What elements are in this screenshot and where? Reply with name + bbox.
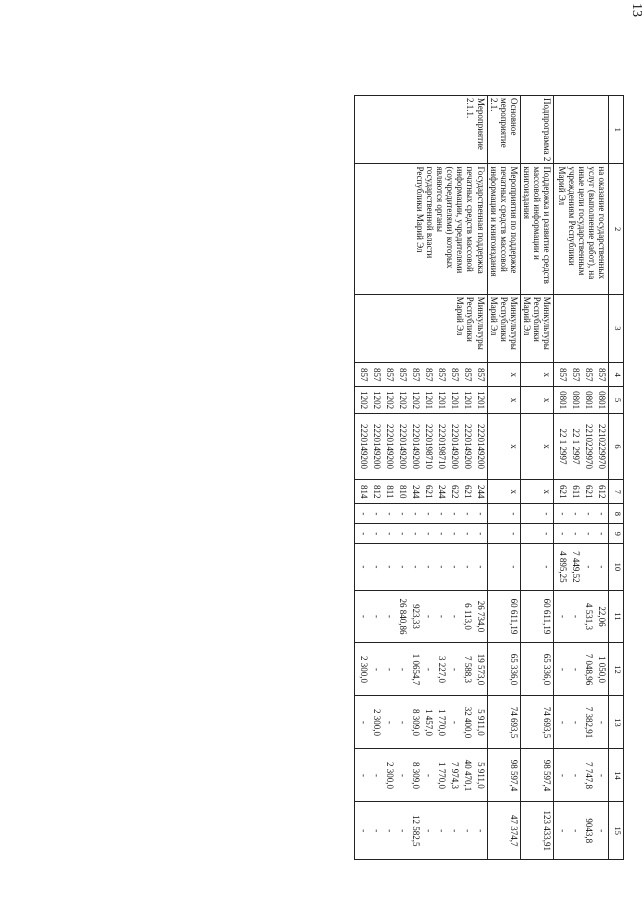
row-c1-cell: Мероприятие 2.1.1. [354,96,487,164]
value-line: 22,06 [597,606,607,627]
value-line: - [423,532,434,536]
value-line: - [597,720,607,724]
value-line: - [384,829,395,833]
value-line: - [397,829,408,833]
value-cell [487,504,520,524]
value-line: - [423,667,434,671]
value-line: - [436,565,447,569]
value-line: - [371,667,382,671]
row-c2-cell: Поддержка и развитие средств массовой информации и книгоиздания [520,164,553,294]
page-number: 13 [629,3,644,17]
value-line: 8 309,0 [410,761,421,789]
value-line: х [508,489,519,495]
value-line: 22 1 2997 [558,428,568,465]
value-line: 244 [410,485,421,499]
value-cell [554,749,609,802]
value-cell [354,696,487,749]
value-cell [520,749,553,802]
value-line: 2210229970 [584,424,594,470]
value-line: 621 [423,485,434,499]
value-line: 1 457,0 [423,708,434,736]
value-line: 22 1 2997 [571,428,581,465]
value-line: 857 [423,368,434,382]
value-line: - [436,614,447,618]
value-line: - [358,565,369,569]
value-line: 621 [558,485,568,499]
value-line: 857 [410,368,421,382]
value-line: 1201 [423,391,434,410]
value-line: 47 374,7 [508,814,519,847]
value-line: 1202 [410,391,421,410]
column-header: 4 [609,363,624,387]
value-line: 857 [462,368,473,382]
value-line: 857 [371,368,382,382]
value-line: - [410,565,421,569]
value-cell [354,802,487,860]
value-line: - [384,532,395,536]
column-header: 8 [609,504,624,524]
value-line: - [371,614,382,618]
value-line: - [384,667,395,671]
value-line: - [449,667,460,671]
value-line: 7 588,3 [462,655,473,683]
value-line: - [358,720,369,724]
value-line: 1 770,0 [436,761,447,789]
value-line: - [436,532,447,536]
value-line: 19 573,0 [475,653,486,686]
value-line: 0801 [584,391,594,410]
value-line: - [397,667,408,671]
value-line: - [449,614,460,618]
value-cell [354,480,487,504]
value-line: 6 113,0 [462,603,473,630]
row-c3-cell: Минкультуры Республики Марий Эл [520,294,553,362]
value-line: - [475,565,486,569]
value-line: 40 470,1 [462,759,473,792]
value-line: - [558,773,568,777]
value-line: - [584,565,594,569]
value-line: 2220149200 [410,424,421,470]
column-header: 2 [609,164,624,294]
value-line: 857 [597,368,607,382]
value-line: 2220149200 [371,424,382,470]
value-cell [520,524,553,544]
value-line: 244 [436,485,447,499]
value-line: - [436,829,447,833]
value-line: - [397,532,408,536]
value-cell [554,590,609,643]
value-line: - [410,532,421,536]
value-line: - [358,512,369,516]
column-header: 3 [609,294,624,362]
value-cell [520,363,553,387]
value-line: - [571,720,581,724]
value-line: 621 [584,485,594,499]
value-line: - [371,565,382,569]
value-line: - [462,512,473,516]
value-line: - [462,532,473,536]
value-line: - [558,614,568,618]
value-line: 2220149200 [384,424,395,470]
value-cell [520,413,553,479]
value-line: - [423,829,434,833]
value-cell [520,643,553,696]
table-row [520,96,553,860]
value-cell [554,524,609,544]
value-line: 9043,8 [584,818,594,844]
value-line: - [449,565,460,569]
value-line: - [423,565,434,569]
value-line: 814 [358,485,369,499]
value-line: 26 840,86 [397,598,408,635]
value-line: х [542,397,552,403]
value-line: 2220149200 [449,424,460,470]
value-cell [554,696,609,749]
value-line: - [475,829,486,833]
value-line: - [597,565,607,569]
value-line: 857 [436,368,447,382]
value-line: - [384,512,395,516]
header-row [609,96,624,860]
value-cell [487,696,520,749]
value-line: 611 [571,485,581,499]
value-line: х [508,444,519,449]
value-line: 1202 [371,391,382,410]
value-line: 2 300,0 [371,708,382,736]
value-cell [554,802,609,860]
value-cell [487,749,520,802]
value-line: - [423,773,434,777]
value-line: 810 [397,485,408,499]
value-line: 857 [475,368,486,382]
row-c2-cell: Государственная поддержка печатных средств массовой информации, учредителями (соучредителями) которых являются органы государственной власти Республики Марий Эл [354,164,487,294]
row-c3-cell [554,294,609,362]
value-cell [520,504,553,524]
value-cell [554,643,609,696]
value-cell [520,544,553,590]
value-cell [520,590,553,643]
value-line: 812 [371,485,382,499]
value-line: 7 449,52 [571,551,581,583]
value-line: 244 [475,485,486,499]
value-cell [554,504,609,524]
value-line: х [542,489,552,495]
column-header: 15 [609,802,624,860]
value-line: 32 400,0 [462,706,473,739]
value-line: - [475,532,486,536]
value-line: 857 [558,368,568,382]
value-line: 60 611,19 [508,598,519,635]
value-line: 1202 [358,391,369,410]
row-c3-cell: Минкультуры Республики Марий Эл [487,294,520,362]
value-line: 1202 [384,391,395,410]
value-line: 0801 [597,391,607,410]
value-line: - [597,773,607,777]
value-line: 1201 [475,391,486,410]
value-line: 923,33 [410,604,421,629]
row-c1-cell: Подпрограмма 2 [520,96,553,164]
value-line: 2220149200 [462,424,473,470]
row-c1-cell: Основное мероприятие 2.1. [487,96,520,164]
value-line: 5 911,0 [475,709,486,736]
value-line: 621 [462,485,473,499]
value-line: - [558,532,568,536]
value-cell [354,413,487,479]
value-line: - [571,512,581,516]
column-header: 11 [609,590,624,643]
value-line: - [571,614,581,618]
value-line: - [597,512,607,516]
value-line: - [508,565,519,569]
value-line: - [571,829,581,833]
value-cell [520,480,553,504]
value-line: - [571,773,581,777]
value-line: 857 [384,368,395,382]
value-line: - [358,614,369,618]
value-line: - [462,565,473,569]
value-line: 811 [384,485,395,499]
value-line: - [384,565,395,569]
value-line: 7 048,96 [584,653,594,686]
value-line: - [571,667,581,671]
value-line: - [449,829,460,833]
column-header: 12 [609,643,624,696]
value-line: 65 336,0 [508,653,519,686]
value-line: - [371,512,382,516]
value-line: - [384,720,395,724]
value-line: 622 [449,485,460,499]
value-cell [354,749,487,802]
value-line: 857 [358,368,369,382]
value-cell [554,480,609,504]
value-cell [354,387,487,413]
value-cell [487,480,520,504]
value-line: - [558,829,568,833]
value-cell [520,802,553,860]
value-cell [554,387,609,413]
value-line: - [597,532,607,536]
value-line: - [508,532,519,536]
value-line: - [397,720,408,724]
column-header: 5 [609,387,624,413]
value-line: 1201 [462,391,473,410]
value-line: 857 [397,368,408,382]
value-line: - [542,512,552,516]
value-line: 4 895,25 [558,551,568,583]
value-line: 1201 [436,391,447,410]
value-line: 74 693,5 [542,706,552,739]
value-line: 1 770,0 [436,708,447,736]
value-line: - [358,829,369,833]
value-cell [354,504,487,524]
value-line: х [542,444,552,449]
value-line: - [475,512,486,516]
value-line: - [358,773,369,777]
value-line: - [542,532,552,536]
value-cell [487,590,520,643]
value-line: - [558,667,568,671]
value-line: 857 [449,368,460,382]
value-line: - [436,512,447,516]
value-line: 12 582,5 [410,814,421,847]
value-cell [487,524,520,544]
column-header: 14 [609,749,624,802]
column-header: 1 [609,96,624,164]
value-line: - [508,512,519,516]
value-line: 7 974,3 [449,761,460,789]
row-c2-cell: на оказание государственных услуг (выполнение работ), на иные цели государственным учреждениям Республики Марий Эл [554,164,609,294]
value-cell [354,524,487,544]
value-cell [487,643,520,696]
value-cell [354,643,487,696]
column-header: 10 [609,544,624,590]
value-line: 4 531,3 [584,602,594,630]
value-line: 2220198710 [423,424,434,470]
value-line: 0801 [571,391,581,410]
value-line: 98 597,4 [542,759,552,792]
value-line: 857 [584,368,594,382]
value-line: 2210229970 [597,424,607,470]
value-line: - [410,512,421,516]
value-line: 2220149200 [358,424,369,470]
value-cell [520,696,553,749]
column-header: 6 [609,413,624,479]
value-line: - [397,773,408,777]
value-cell [354,544,487,590]
value-line: 98 597,4 [508,759,519,792]
value-line: - [462,829,473,833]
table-row [354,96,487,860]
value-line: - [371,773,382,777]
value-cell [520,387,553,413]
value-line: - [423,614,434,618]
value-line: 7 747,8 [584,761,594,789]
value-cell [354,363,487,387]
value-line: - [558,512,568,516]
value-line: - [449,532,460,536]
rotated-table-wrapper [99,95,624,860]
value-line: 2 300,0 [384,761,395,789]
value-line: х [508,397,519,403]
value-line: 65 336,0 [542,653,552,686]
row-c2-cell: Мероприятия по поддержке печатных средств массовой информации и книгоиздания [487,164,520,294]
value-line: 0801 [558,391,568,410]
value-line: - [558,720,568,724]
value-line: 857 [571,368,581,382]
value-line: 1 050,0 [597,655,607,683]
budget-table [354,95,624,860]
value-line: - [597,829,607,833]
value-line: - [449,720,460,724]
value-cell [554,544,609,590]
value-line: - [371,532,382,536]
value-line: 5 911,0 [475,762,486,789]
value-line: - [397,565,408,569]
value-line: 1201 [449,391,460,410]
value-line: 1 0654,7 [410,653,421,686]
value-line: 3 227,0 [436,655,447,683]
value-line: 123 433,91 [542,810,552,851]
value-line: 74 693,5 [508,706,519,739]
table-row [554,96,609,860]
value-cell [554,363,609,387]
value-line: - [371,829,382,833]
value-line: 26 734,0 [475,600,486,633]
table-row [487,96,520,860]
table-body [354,96,608,860]
value-cell [487,363,520,387]
value-cell [487,387,520,413]
value-line: - [584,512,594,516]
value-cell [487,413,520,479]
value-cell [487,802,520,860]
value-line: х [508,372,519,378]
value-line: - [358,532,369,536]
value-line: - [571,532,581,536]
value-line: 2220198710 [436,424,447,470]
value-cell [554,413,609,479]
value-line: 1202 [397,391,408,410]
value-line: 2 300,0 [358,655,369,683]
value-line: х [542,372,552,378]
column-header: 7 [609,480,624,504]
value-line: 612 [597,485,607,499]
value-line: - [384,614,395,618]
row-c3-cell: Минкультуры Республики Марий Эл [354,294,487,362]
value-line: - [584,532,594,536]
value-line: - [449,512,460,516]
value-line: - [542,565,552,569]
value-line: 2220149200 [475,424,486,470]
value-line: - [423,512,434,516]
value-line: 2220149200 [397,424,408,470]
column-header: 13 [609,696,624,749]
value-cell [354,590,487,643]
column-header: 9 [609,524,624,544]
row-c1-cell [554,96,609,164]
value-cell [487,544,520,590]
value-line: 7 382,91 [584,706,594,739]
value-line: 60 611,19 [542,598,552,635]
value-line: 8 309,0 [410,708,421,736]
value-line: - [397,512,408,516]
